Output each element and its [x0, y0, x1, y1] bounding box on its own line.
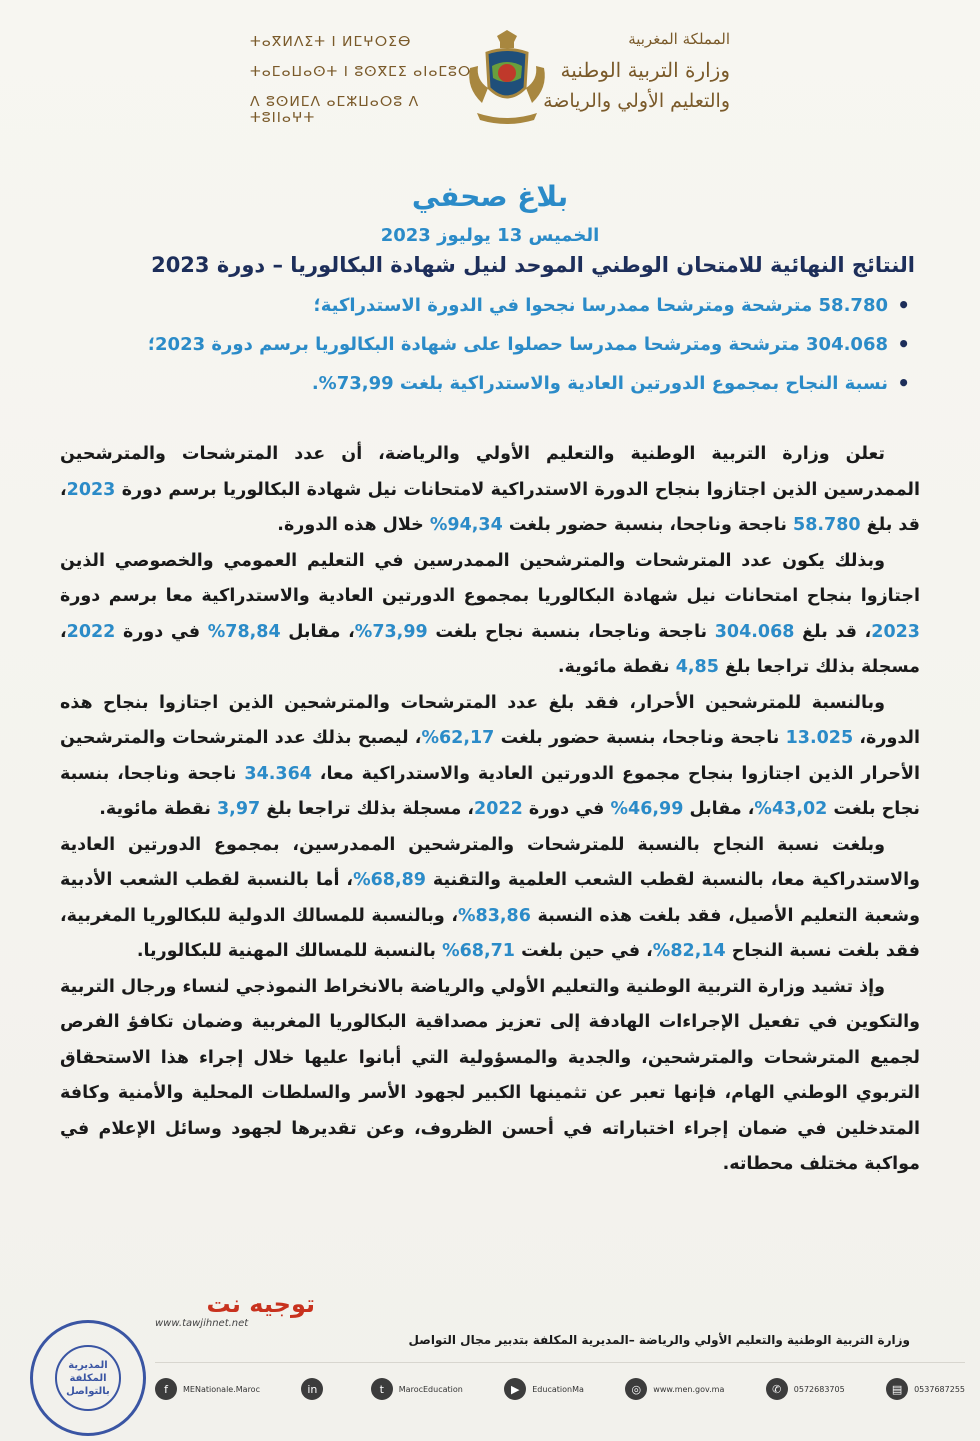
paragraph-text: وإذ تشيد وزارة التربية الوطنية والتعليم الأولي والرياضة بالانخراط النموذجي لنساء ورجال التربية والتكوين في تفعيل الإجراءات الهادفة إلى تعزيز مصداقية البكالوريا المغربية وضمان تكافؤ الفرص لجميع المترشحات والمترشحين، والجدية والمسؤولية التي أبانوا عليها خلال إجراء هذا الاستحقاق التربوي الوطني الهام، فإنها تعبر عن تثمينها الكبير لجهود الأسر والسلطات المحلية والأمنية وكافة المتدخلين في ضمان إجراء اختباراته في أحسن الظروف، وعن تقديرها لجهود وسائل الإعلام في مواكبة مختلف محطاته. [60, 976, 920, 1174]
body-paragraph [60, 544, 920, 686]
paragraph-text: ، مقابل [683, 799, 755, 819]
highlighted-figure: 13.025 [785, 728, 854, 748]
highlighted-figure: 43,02% [754, 799, 828, 819]
footer-item[interactable] [886, 1378, 965, 1400]
body-paragraph [60, 437, 920, 544]
header-arabic-line: المملكة المغربية [628, 30, 730, 48]
footer-item[interactable] [625, 1378, 724, 1400]
key-figure-item: • نسبة النجاح بمجموع الدورتين العادية والاستدراكية بلغت 73,99%. [90, 373, 910, 394]
paragraph-text: ، في حين بلغت [514, 941, 653, 961]
official-stamp [30, 1320, 146, 1436]
key-figure-item: • 304.068 مترشحة ومترشحا ممدرسا حصلوا على شهادة البكالوريا برسم دورة 2023؛ [90, 334, 910, 355]
header-tifinagh [250, 34, 480, 140]
body-paragraph [60, 828, 920, 970]
key-figures-list [90, 295, 910, 412]
header-arabic-line: وزارة التربية الوطنية [560, 58, 730, 82]
paragraph-text: ناجحة وناجحا، بنسبة حضور بلغت [494, 728, 786, 748]
footer-item[interactable] [504, 1378, 584, 1400]
footer-item[interactable] [766, 1378, 845, 1400]
highlighted-figure: 46,99% [610, 799, 684, 819]
paragraph-text: بالنسبة للمسالك المهنية للبكالوريا. [136, 941, 443, 961]
paragraph-text: تعلن وزارة التربية الوطنية والتعليم الأولي والرياضة، أن عدد المترشحات والمترشحين الممدرسين الذين اجتازوا بنجاح الدورة الاستدراكية لامتحانات نيل شهادة البكالوريا برسم دورة [60, 444, 920, 500]
header-arabic-line: والتعليم الأولي والرياضة [543, 90, 730, 112]
footer-item-label: 0572683705 [793, 1384, 845, 1394]
header-tifinagh-line: ⴷ ⵓⵙⵍⵎⴷ ⴰⵎⵣⵡⴰⵔⵓ ⴷ ⵜⵓⵏⵏⴰⵖⵜ [250, 94, 420, 126]
web-icon: ◎ [625, 1378, 647, 1400]
paragraph-text: ، وبالنسبة للمسالك الدولية للبكالوريا المغربية، فقد بلغت نسبة النجاح [60, 905, 920, 961]
footer-item-label: EducationMa [532, 1384, 584, 1394]
paragraph-text: ، قد بلغ [794, 621, 872, 642]
footer-item[interactable] [301, 1378, 329, 1400]
highlighted-figure: 68,71% [442, 941, 515, 961]
paragraph-text: نقطة مائوية. [557, 657, 676, 677]
highlighted-figure: 73,99% [354, 621, 428, 642]
highlighted-figure: 62,17% [421, 728, 495, 748]
paragraph-text: ، مقابل [280, 621, 355, 642]
watermark-logo [155, 1290, 315, 1370]
paragraph-text: وبالنسبة للمترشحين الأحرار، فقد بلغ عدد المترشحات والمترشحين الذين اجتازوا بنجاح هذه الدورة، [60, 692, 921, 748]
header-tifinagh-line: ⵜⴰⵎⴰⵡⴰⵙⵜ ⵏ ⵓⵙⴳⵎⵉ ⴰⵏⴰⵎⵓⵔ [250, 64, 472, 80]
highlighted-figure: 2022 [66, 621, 116, 642]
paragraph-text: في دورة [115, 621, 208, 642]
youtube-icon: ▶ [504, 1378, 526, 1400]
footer-item-label: www.men.gov.ma [653, 1384, 725, 1394]
paragraph-text: ، ليصبح بذلك عدد المترشحات والمترشحين الأحرار الذين اجتازوا بنجاح مجموع الدورتين العادية والاستدراكية معا، [60, 728, 920, 784]
page-title: بلاغ صحفي [411, 180, 569, 213]
paragraph-text: ، أما بالنسبة لقطب الشعب الأدبية وشعبة التعليم الأصيل، فقد بلغت هذه النسبة [60, 870, 921, 926]
footer-item[interactable] [155, 1378, 260, 1400]
footer-item[interactable] [371, 1378, 463, 1400]
paragraph-text: وبلغت نسبة النجاح بالنسبة للمترشحات والمترشحين الممدرسين، بمجموع الدورتين العادية والاستدراكية معا، بالنسبة لقطب الشعب العلمية والتقنية [60, 834, 920, 890]
stamp-text: المديرية المكلفة بالتواصل [55, 1345, 121, 1411]
highlighted-figure: 2022 [474, 799, 523, 819]
twitter-icon: t [371, 1378, 393, 1400]
highlighted-figure: 83,86% [458, 905, 531, 926]
paragraph-text: ناجحة وناجحا، بنسبة نجاح بلغت [427, 621, 715, 642]
paragraph-text: في دورة [522, 799, 611, 819]
highlighted-figure: 3,97 [217, 799, 261, 819]
fax-icon: ▤ [886, 1378, 908, 1400]
highlighted-figure: 94,34% [429, 515, 503, 535]
highlighted-figure: 78,84% [207, 621, 281, 642]
highlighted-figure: 2023 [66, 479, 116, 500]
phone-icon: ✆ [766, 1378, 788, 1400]
footer-item-label: MENationale.Maroc [183, 1384, 260, 1394]
key-figure-item: • 58.780 مترشحة ومترشحا ممدرسا نجحوا في الدورة الاستدراكية؛ [90, 295, 910, 316]
highlighted-figure: 2023 [871, 621, 920, 642]
footer-item-label: 0537687255 [914, 1384, 965, 1394]
footer-item-label: MarocEducation [398, 1384, 463, 1394]
highlighted-figure: 68,89% [353, 870, 426, 890]
header-tifinagh-line: ⵜⴰⴳⵍⴷⵉⵜ ⵏ ⵍⵎⵖⵔⵉⴱ [250, 34, 412, 50]
release-date: الخميس 13 يوليوز 2023 [380, 225, 600, 246]
paragraph-text: نقطة مائوية. [99, 799, 217, 819]
paragraph-text: خلال هذه الدورة. [277, 515, 430, 535]
body-paragraph [60, 686, 920, 828]
highlighted-figure: 82,14% [652, 941, 726, 961]
highlighted-figure: 4,85 [675, 657, 719, 677]
highlighted-figure: 34.364 [244, 763, 312, 784]
linkedin-icon: in [301, 1378, 323, 1400]
signature-line: وزارة التربية الوطنية والتعليم الأولي والرياضة –المديرية المكلفة بتدبير مجال التواصل [408, 1333, 910, 1347]
paragraph-text: ، قد بلغ [60, 479, 920, 535]
release-subtitle: النتائج النهائية للامتحان الوطني الموحد لنيل شهادة البكالوريا – دورة 2023 [151, 253, 915, 277]
body-paragraph [60, 970, 920, 1183]
highlighted-figure: 304.068 [714, 621, 795, 642]
watermark-brand: توجيه نت [206, 1290, 315, 1318]
release-body [60, 437, 920, 1183]
paragraph-text: ناجحة وناجحا، بنسبة نجاح بلغت [60, 763, 920, 819]
facebook-icon: f [155, 1378, 177, 1400]
paragraph-text: وبذلك يكون عدد المترشحات والمترشحين الممدرسين في التعليم العمومي والخصوصي الذين اجتازوا بنجاح امتحانات نيل شهادة البكالوريا بمجموع الدورتين العادية والاستدراكية معا برسم دورة [60, 550, 920, 606]
highlighted-figure: 58.780 [793, 515, 861, 535]
paragraph-text: ، مسجلة بذلك تراجعا بلغ [260, 799, 475, 819]
paragraph-text: ، مسجلة بذلك تراجعا بلغ [60, 621, 920, 677]
watermark-url: www.tawjihnet.net [155, 1318, 249, 1329]
paragraph-text: ناجحة وناجحا، بنسبة حضور بلغت [502, 515, 794, 535]
